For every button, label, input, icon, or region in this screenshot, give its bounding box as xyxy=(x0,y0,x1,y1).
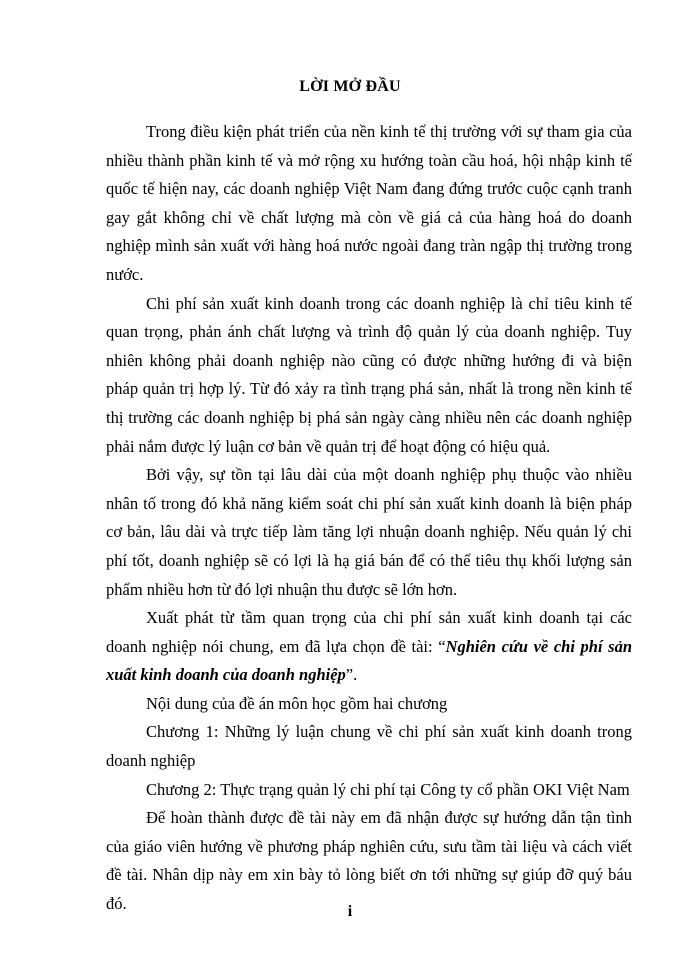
paragraph-cost-control: Bởi vậy, sự tồn tại lâu dài của một doanh nghiệp phụ thuộc vào nhiều nhân tố trong đó khả năng kiểm soát chi phí sản xuất kinh doanh là biện pháp cơ bản, lâu dài và trực tiếp làm tăng lợi nhuận doanh nghiệp. Nếu quản lý chi phí tốt, doanh nghiệp sẽ có lợi là hạ giá bán để có thể tiêu thụ khối lượng sản phẩm nhiều hơn từ đó lợi nhuận thu được sẽ lớn hơn. xyxy=(106,465,632,599)
topic-title: Nghiên cứu về chi phí sản xuất kinh doanh của doanh nghiệp xyxy=(106,636,632,685)
chapter-1-item: Chương 1: Những lý luận chung về chi phí sản xuất kinh doanh trong doanh nghiệp xyxy=(106,722,632,771)
paragraph-context: Trong điều kiện phát triển của nền kinh tế thị trường với sự tham gia của nhiều thành phần kinh tế và mở rộng xu hướng toàn cầu hoá, hội nhập kinh tế quốc tế hiện nay, các doanh nghiệp Việt Nam đang đứng trước cuộc cạnh tranh gay gắt không chỉ về chất lượng mà còn về giá cả của hàng hoá do doanh nghiệp mình sản xuất với hàng hoá nước ngoài đang tràn ngập thị trường trong nước. xyxy=(106,122,632,284)
document-body xyxy=(106,118,632,919)
paragraph-topic-choice xyxy=(106,604,632,690)
paragraph-acknowledgement: Để hoàn thành được đề tài này em đã nhận được sự hướng dẫn tận tình của giáo viên hướng về phương pháp nghiên cứu, sưu tầm tài liệu và cách viết đề tài. Nhân dịp này em xin bày tỏ lòng biết ơn tới những sự giúp đỡ quý báu đó. xyxy=(106,808,632,914)
topic-intro-text: Xuất phát từ tầm quan trọng của chi phí sản xuất kinh doanh tại các doanh nghiệp nói chung, em đã lựa chọn đề tài: “ xyxy=(106,608,632,656)
document-title: LỜI MỞ ĐẦU xyxy=(299,78,401,95)
paragraph-cost-importance: Chi phí sản xuất kinh doanh trong các doanh nghiệp là chỉ tiêu kinh tế quan trọng, phản ánh chất lượng và trình độ quản lý của doanh nghiệp. Tuy nhiên không phải doanh nghiệp nào cũng có được những hướng đi và biện pháp quản trị hợp lý. Từ đó xảy ra tình trạng phá sản, nhất là trong nền kinh tế thị trường các doanh nghiệp bị phá sản ngày càng nhiều nên các doanh nghiệp phải nắm được lý luận cơ bản về quản trị để hoạt động có hiệu quả. xyxy=(106,293,632,456)
topic-end-text: ”. xyxy=(345,665,358,685)
paragraph-content-summary: Nội dung của đề án môn học gồm hai chương xyxy=(146,693,448,713)
page-number: i xyxy=(347,903,353,920)
chapter-2-item: Chương 2: Thực trạng quản lý chi phí tại Công ty cổ phần OKI Việt Nam xyxy=(146,779,630,799)
